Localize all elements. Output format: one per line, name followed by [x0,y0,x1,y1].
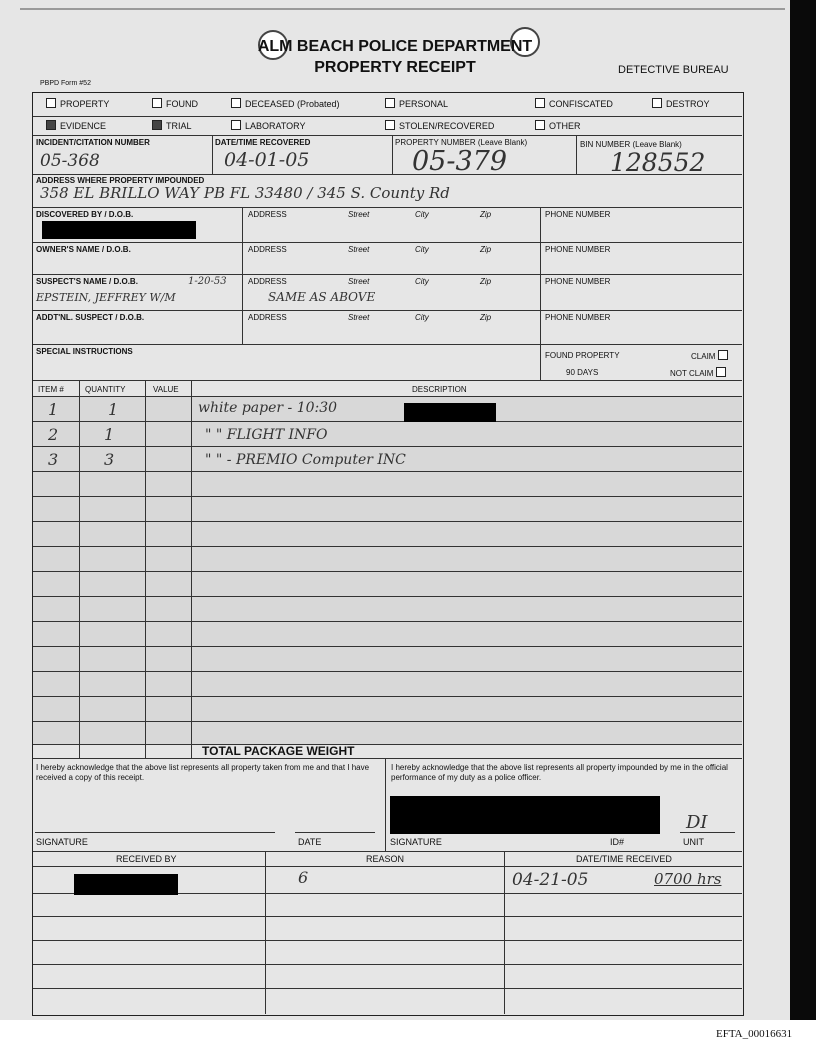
checkbox-evidence[interactable]: EVIDENCE [46,120,106,131]
column-header-description: DESCRIPTION [412,385,467,394]
reason-header: REASON [366,854,405,864]
city-label: City [415,210,429,219]
zip-label: Zip [480,313,492,322]
ninety-days-label: 90 DAYS [566,368,599,377]
table-row-item: 1 [48,400,59,419]
address-label: ADDRESS [248,277,287,286]
phone-label: PHONE NUMBER [545,245,611,254]
redaction-bar [42,221,196,239]
additional-suspect-label: ADDT'NL. SUSPECT / D.O.B. [36,313,145,322]
received-by-header: RECEIVED BY [116,854,177,864]
top-edge-line [20,8,785,10]
zip-label: Zip [480,210,492,219]
address-label: ADDRESS [248,245,287,254]
address-impounded-value[interactable]: 358 EL BRILLO WAY PB FL 33480 / 345 S. County Rd [40,184,450,202]
table-row-quantity: 1 [108,400,119,419]
zip-label: Zip [480,277,492,286]
suspect-address-value[interactable]: SAME AS ABOVE [268,290,376,304]
table-row-item: 2 [48,425,59,444]
special-instructions-label: SPECIAL INSTRUCTIONS [36,347,133,356]
bin-number-value[interactable]: 128552 [610,148,706,177]
checkbox-box [535,98,545,108]
table-row-description: " " FLIGHT INFO [205,427,328,443]
checkbox-box [385,98,395,108]
unit-label: UNIT [683,837,704,847]
items-table-shading [33,396,742,744]
suspect-label: SUSPECT'S NAME / D.O.B. [36,277,138,286]
checkbox-box [231,98,241,108]
address-label: ADDRESS [248,313,287,322]
checkbox-box [152,98,162,108]
datetime-recovered-label: DATE/TIME RECOVERED [215,138,311,147]
property-number-value[interactable]: 05-379 [412,146,508,177]
street-label: Street [348,245,370,254]
phone-label: PHONE NUMBER [545,313,611,322]
column-header-quantity: QUANTITY [85,385,126,394]
acknowledgement-right: I hereby acknowledge that the above list represents all property impounded by me in the official performance of my duty as a police officer. [391,763,728,782]
discovered-by-label: DISCOVERED BY / D.O.B. [36,210,134,219]
city-label: City [415,245,429,254]
checkbox-box [716,367,726,377]
table-row-quantity: 3 [104,450,115,469]
checkmark-icon [152,120,162,130]
form-title: PROPERTY RECEIPT [314,59,476,76]
phone-label: PHONE NUMBER [545,210,611,219]
checkbox-box [231,120,241,130]
unit-value[interactable]: DI [686,812,708,833]
suspect-dob-value[interactable]: 1-20-53 [188,276,227,287]
suspect-name-value[interactable]: EPSTEIN, JEFFREY W/M [36,291,176,304]
table-row-quantity: 1 [104,425,115,444]
phone-label: PHONE NUMBER [545,277,611,286]
reason-value[interactable]: 6 [298,868,309,887]
id-label: ID# [610,837,625,847]
checkbox-destroy[interactable]: DESTROY [652,98,710,109]
checkbox-personal[interactable]: PERSONAL [385,98,448,109]
time-received-value[interactable]: 0700 hrs [654,870,722,888]
not-claim-checkbox[interactable]: NOT CLAIM [670,367,730,378]
date-received-value[interactable]: 04-21-05 [512,870,589,890]
checkbox-laboratory[interactable]: LABORATORY [231,120,306,131]
street-label: Street [348,313,370,322]
department-title: ALM BEACH POLICE DEPARTMENT [257,38,533,55]
checkbox-box [535,120,545,130]
column-header-item: ITEM # [38,385,64,394]
signature-label: SIGNATURE [36,837,88,847]
checkbox-box [46,98,56,108]
officer-signature-label: SIGNATURE [390,837,442,847]
column-header-value: VALUE [153,385,179,394]
checkbox-trial[interactable]: TRIAL [152,120,192,131]
address-impounded-label: ADDRESS WHERE PROPERTY IMPOUNDED [36,176,205,185]
acknowledgement-left: I hereby acknowledge that the above list represents all property taken from me and that I have received a copy of this receipt. [36,763,370,782]
total-package-weight-label: TOTAL PACKAGE WEIGHT [202,744,355,758]
table-row-description: white paper - 10:30 [198,400,338,416]
form-number: PBPD Form #52 [40,80,91,87]
city-label: City [415,313,429,322]
table-row-description: " " - PREMIO Computer INC [205,452,406,468]
scan-edge-shadow [790,0,816,1020]
address-label: ADDRESS [248,210,287,219]
checkbox-box [652,98,662,108]
checkbox-confiscated[interactable]: CONFISCATED [535,98,613,109]
document-id: EFTA_00016631 [716,1028,793,1040]
incident-number-value[interactable]: 05-368 [40,151,100,171]
redaction-bar [74,874,178,895]
bin-number-label: BIN NUMBER (Leave Blank) [580,140,682,149]
checkmark-icon [46,120,56,130]
found-property-label: FOUND PROPERTY [545,351,620,360]
table-row-item: 3 [48,450,59,469]
checkbox-stolen-recovered[interactable]: STOLEN/RECOVERED [385,120,494,131]
checkbox-box [718,350,728,360]
checkbox-deceased[interactable]: DECEASED (Probated) [231,98,340,109]
owner-label: OWNER'S NAME / D.O.B. [36,245,131,254]
datetime-recovered-value[interactable]: 04-01-05 [224,149,310,171]
incident-label: INCIDENT/CITATION NUMBER [36,138,150,147]
zip-label: Zip [480,245,492,254]
street-label: Street [348,277,370,286]
date-time-received-header: DATE/TIME RECEIVED [576,854,672,864]
checkbox-property[interactable]: PROPERTY [46,98,109,109]
bureau-label: DETECTIVE BUREAU [618,64,729,76]
city-label: City [415,277,429,286]
checkbox-found[interactable]: FOUND [152,98,198,109]
property-number-label: PROPERTY NUMBER (Leave Blank) [395,138,528,147]
checkbox-other[interactable]: OTHER [535,120,581,131]
redaction-bar [404,403,496,422]
checkbox-box [385,120,395,130]
date-label: DATE [298,837,322,847]
claim-checkbox[interactable]: CLAIM [691,350,732,361]
redaction-bar [390,796,660,834]
street-label: Street [348,210,370,219]
